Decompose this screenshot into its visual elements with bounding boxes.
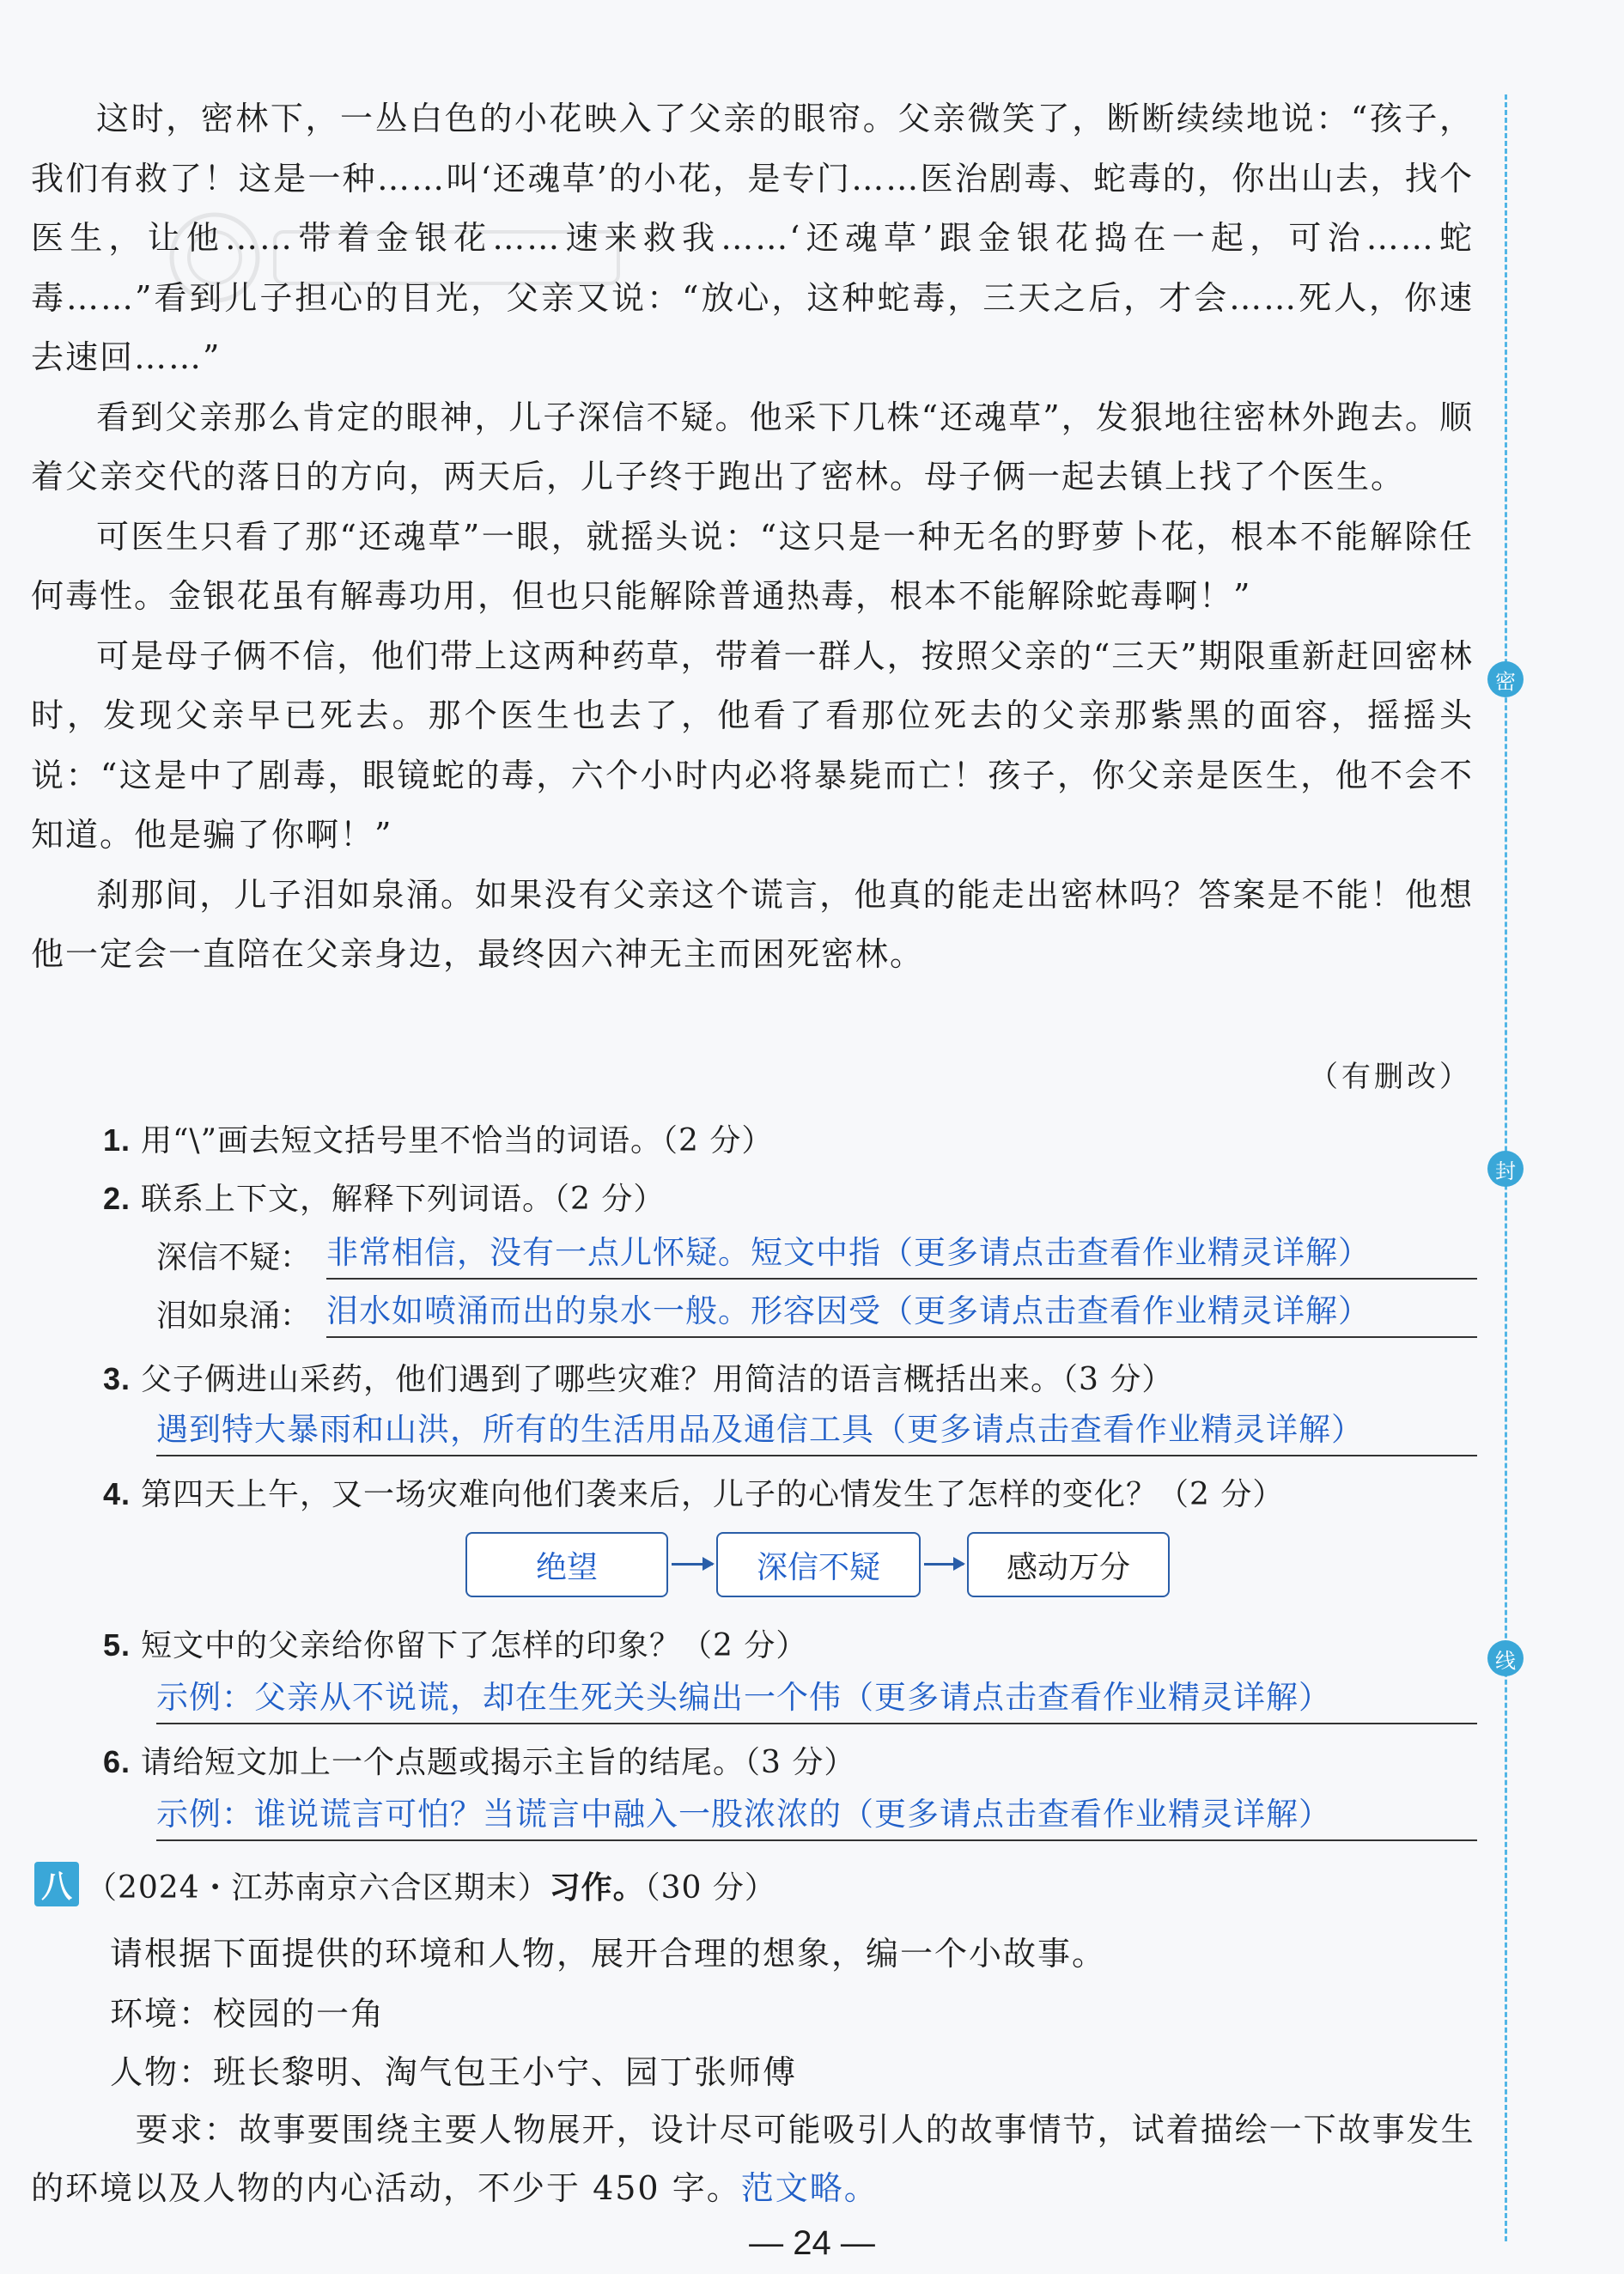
answer-text: 范文略。 (740, 2169, 879, 2207)
question-text: 第四天上午，又一场灾难向他们袭来后，儿子的心情发生了怎样的变化？（2 分） (141, 1477, 1285, 1512)
answer-text: 泪水如喷涌而出的泉水一般。形容因受（更多请点击查看作业精灵详解） (326, 1285, 1477, 1338)
section-badge: 八 (34, 1862, 79, 1906)
binding-mark: 线 (1487, 1640, 1524, 1676)
question-text: 短文中的父亲给你留下了怎样的印象？（2 分） (141, 1628, 808, 1663)
section-score: （30 分） (644, 1870, 776, 1906)
answer-text: 示例：谁说谎言可怕？当谎言中融入一股浓浓的（更多请点击查看作业精灵详解） (156, 1788, 1477, 1841)
flow-box-1: 绝望 (465, 1532, 668, 1597)
arrow-right-icon (672, 1563, 713, 1566)
story-paragraph: 看到父亲那么肯定的眼神，儿子深信不疑。他采下几株“还魂草”，发狠地往密林外跑去。顺着父亲交代的落日的方向，两天后，儿子终于跑出了密林。母子俩一起去镇上找了个医生。 (31, 398, 1474, 496)
page-number: — 24 — (749, 2224, 875, 2262)
question-3 (103, 1355, 1173, 1399)
environment-text: 环境：校园的一角 (110, 1995, 386, 2033)
question-number: 3. (103, 1361, 131, 1396)
story-paragraph: 刹那间，儿子泪如泉涌。如果没有父亲这个谎言，他真的能走出密林吗？答案是不能！他想他一定会一直陪在父亲身边，最终因六神无主而困死密林。 (31, 875, 1474, 973)
question-text: 联系上下文，解释下列词语。（2 分） (141, 1182, 666, 1217)
question-number: 1. (103, 1122, 131, 1158)
question-number: 2. (103, 1181, 131, 1216)
question-text: 父子俩进山采药，他们遇到了哪些灾难？用简洁的语言概括出来。（3 分） (141, 1362, 1174, 1397)
story-paragraph: 可是母子俩不信，他们带上这两种药草，带着一群人，按照父亲的“三天”期限重新赶回密林时，发现父亲早已死去。那个医生也去了，他看了看那位死去的父亲那紫黑的面容，摇摇头说：“这是中了剧毒，眼镜蛇的毒，六个小时内必将暴毙而亡！孩子，你父亲是医生，他不会不知道。他是骗了你啊！” (31, 636, 1474, 854)
answer-text: 示例：父亲从不说谎，却在生死关头编出一个伟（更多请点击查看作业精灵详解） (156, 1671, 1477, 1724)
section-heading (86, 1864, 776, 1907)
question-number: 6. (103, 1744, 131, 1779)
term-label: 深信不疑： (156, 1240, 312, 1275)
section-title: 习作。 (549, 1870, 645, 1906)
requirement-body: 要求：故事要围绕主要人物展开，设计尽可能吸引人的故事情节，试着描绘一下故事发生的环境以及人物的内心活动，不少于 450 字。 (31, 2111, 1475, 2207)
binding-mark: 封 (1487, 1151, 1524, 1187)
question-number: 5. (103, 1627, 131, 1663)
question-2 (103, 1175, 665, 1219)
question-text: 请给短文加上一个点题或揭示主旨的结尾。（3 分） (141, 1745, 856, 1780)
answer-text: 非常相信，没有一点儿怀疑。短文中指（更多请点击查看作业精灵详解） (326, 1226, 1477, 1280)
question-5 (103, 1621, 807, 1665)
question-number: 4. (103, 1476, 131, 1511)
characters-text: 人物：班长黎明、淘气包王小宁、园丁张师傅 (110, 2053, 798, 2091)
story-text (31, 89, 1474, 985)
flow-box-3: 感动万分 (967, 1532, 1170, 1597)
source-credit: （有删改） (1309, 1060, 1472, 1094)
section-source: （2024・江苏南京六合区期末） (86, 1870, 550, 1906)
term-label: 泪如泉涌： (156, 1298, 312, 1334)
answer-text: 遇到特大暴雨和山洪，所有的生活用品及通信工具（更多请点击查看作业精灵详解） (156, 1403, 1477, 1456)
arrow-right-icon (924, 1563, 964, 1566)
question-4 (103, 1470, 1284, 1514)
question-6 (103, 1738, 855, 1782)
requirement-text (31, 2101, 1482, 2217)
flow-box-2: 深信不疑 (716, 1532, 921, 1597)
question-1 (103, 1116, 773, 1160)
question-text: 用“\”画去短文括号里不恰当的词语。（2 分） (141, 1123, 774, 1158)
story-paragraph: 这时，密林下，一丛白色的小花映入了父亲的眼帘。父亲微笑了，断断续续地说：“孩子，我们有救了！这是一种……叫‘还魂草’的小花，是专门……医治剧毒、蛇毒的，你出山去，找个医生，让他……带着金银花……速来救我……‘还魂草’跟金银花捣在一起，可治……蛇毒……”看到儿子担心的目光，父亲又说：“放心，这种蛇毒，三天之后，才会……死人，你速去速回……” (31, 100, 1474, 376)
binding-mark: 密 (1487, 661, 1524, 697)
story-paragraph: 可医生只看了那“还魂草”一眼，就摇头说：“这只是一种无名的野萝卜花，根本不能解除任何毒性。金银花虽有解毒功用，但也只能解除普通热毒，根本不能解除蛇毒啊！” (31, 517, 1474, 615)
instruction-text: 请根据下面提供的环境和人物，展开合理的想象，编一个小故事。 (110, 1935, 1107, 1973)
